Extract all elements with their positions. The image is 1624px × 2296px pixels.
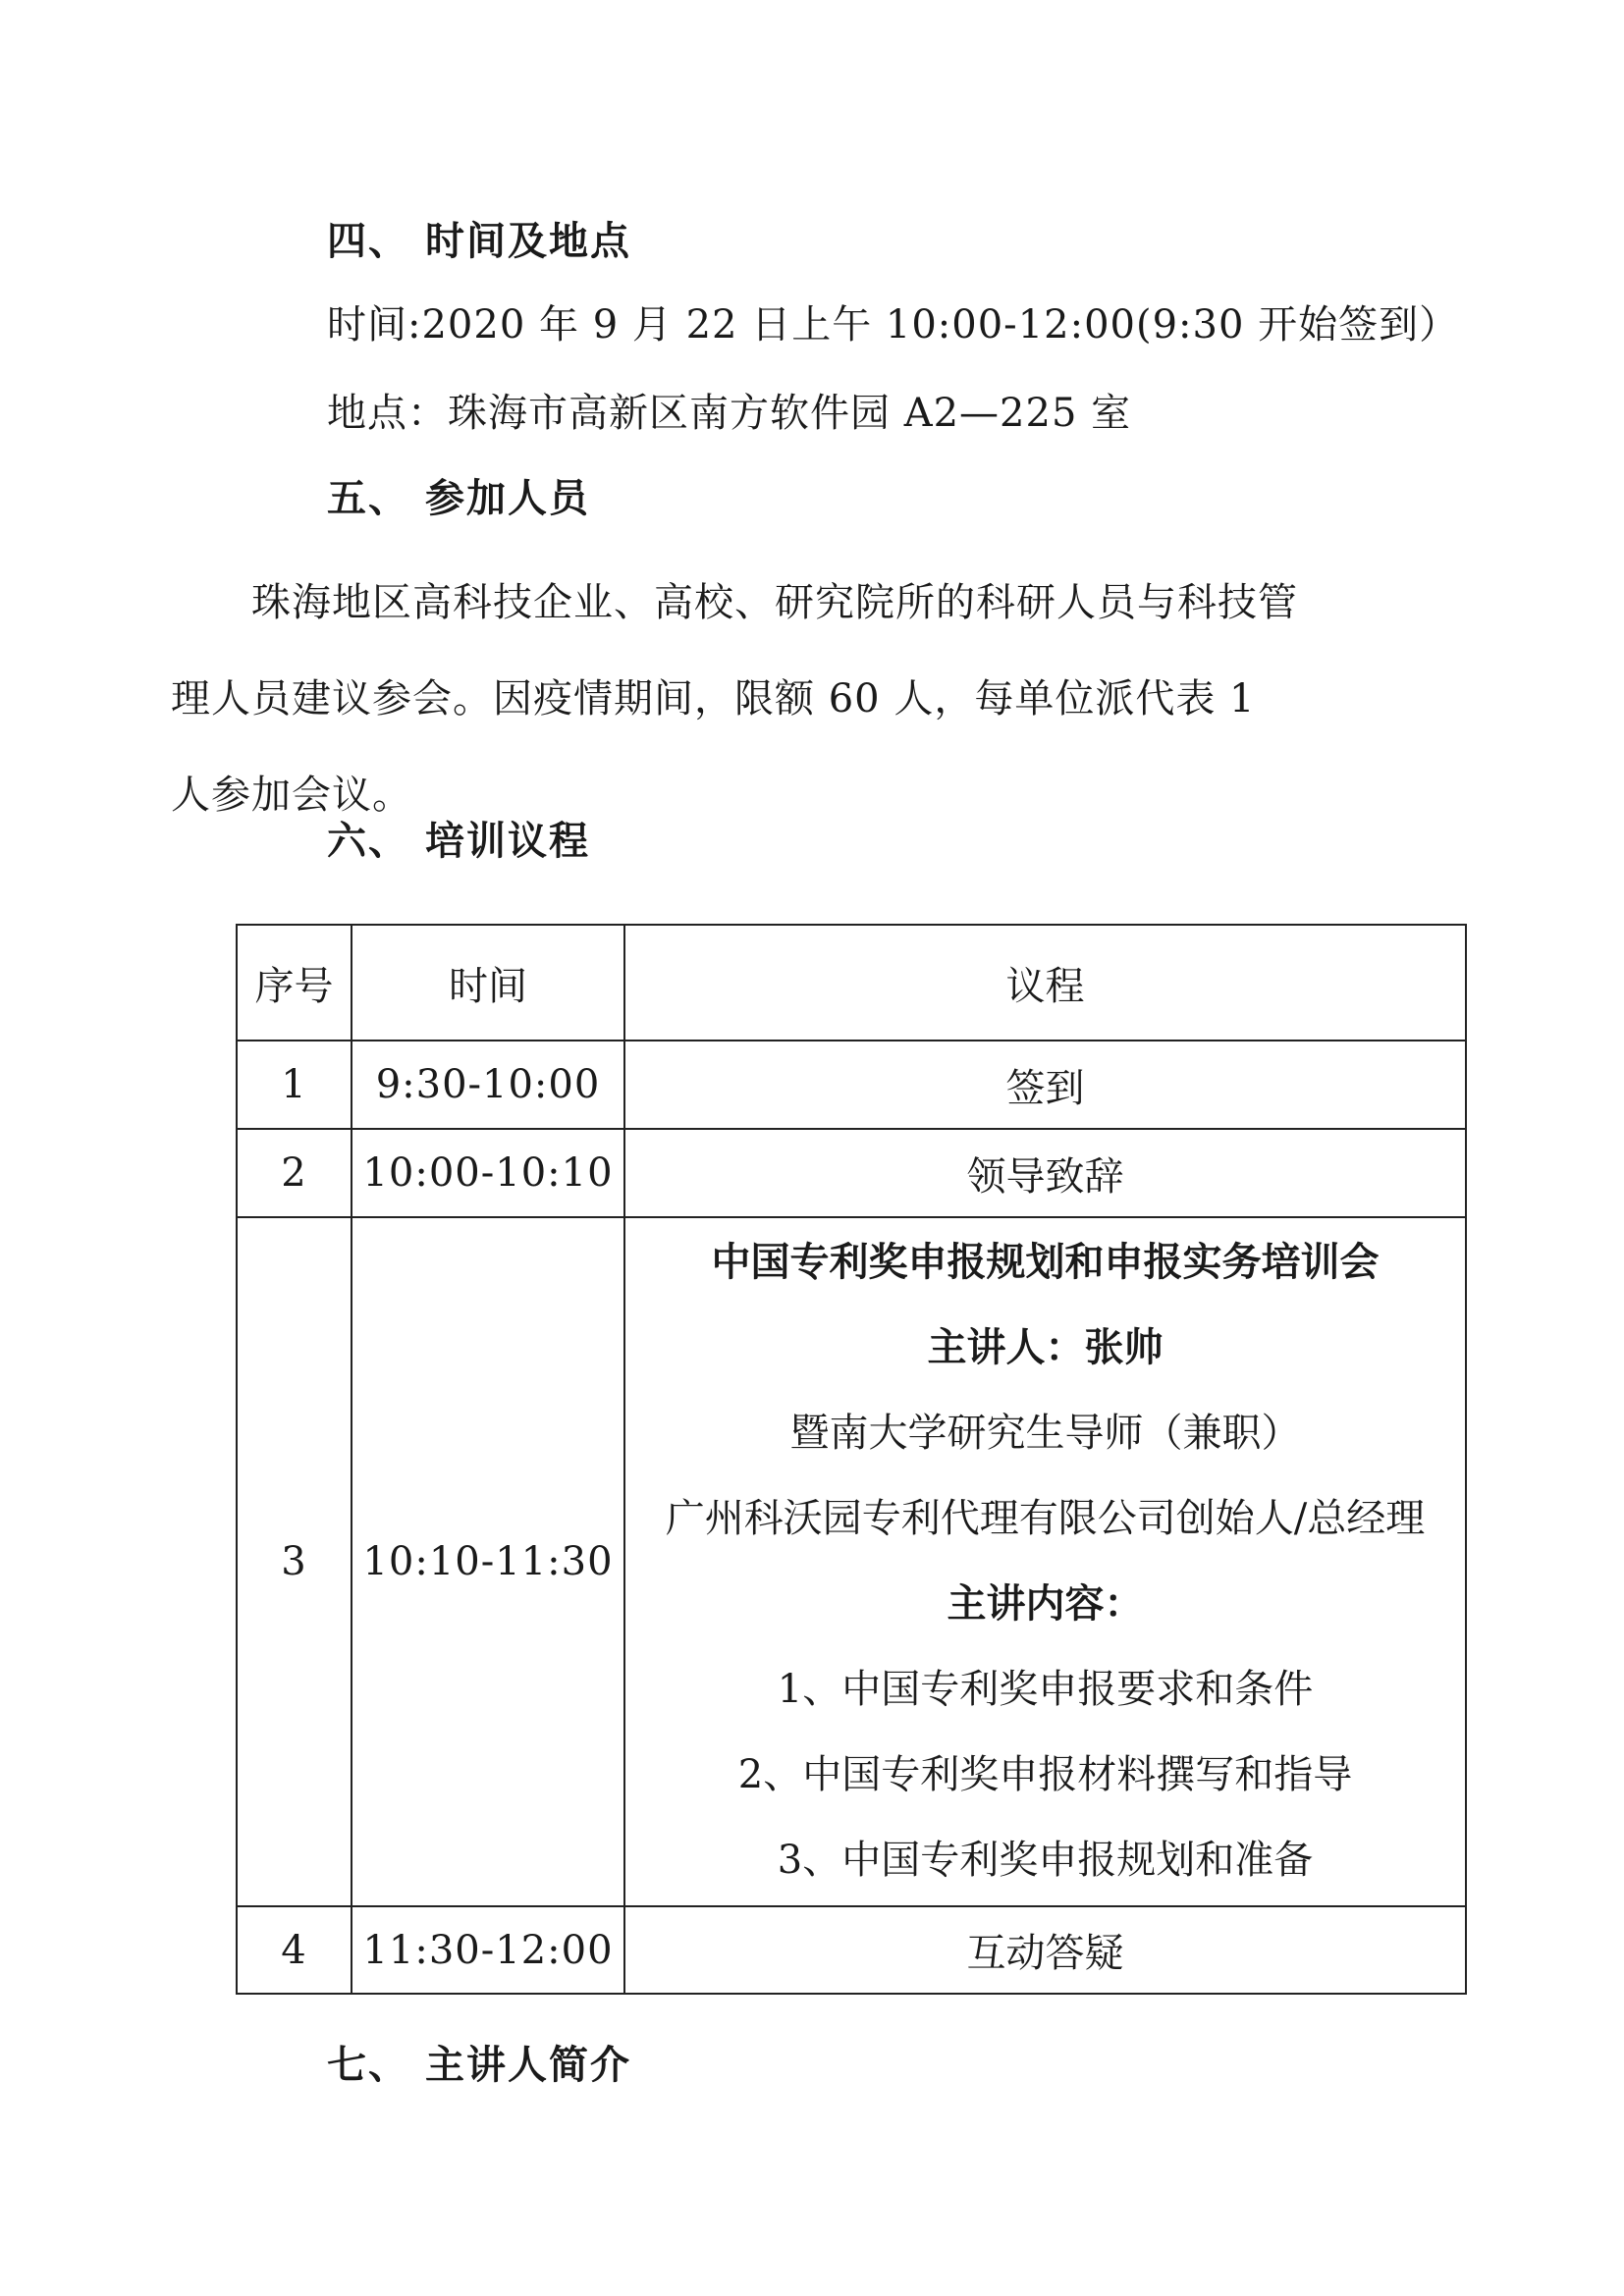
row-item: 互动答疑 <box>624 1906 1466 1994</box>
row-time: 10:00-10:10 <box>352 1129 624 1217</box>
header-agenda: 议程 <box>624 925 1466 1041</box>
topic-3: 3、中国专利奖申报规划和准备 <box>777 1838 1314 1883</box>
agenda-table <box>236 924 1467 1995</box>
section-5-title: 参加人员 <box>425 476 590 521</box>
section-7-heading <box>327 2042 631 2089</box>
section-6-number: 六、 <box>327 819 409 864</box>
topic-2: 2、中国专利奖申报材料撰写和指导 <box>737 1752 1353 1797</box>
section-5-number: 五、 <box>327 476 409 521</box>
section-4-heading <box>327 218 631 265</box>
participants-paragraph: 珠海地区高科技企业、高校、研究院所的科研人员与科技管理人员建议参会。因疫情期间，限额 60 人，每单位派代表 1 人参加会议。 <box>171 580 1298 818</box>
session-cell <box>624 1217 1466 1906</box>
session-speaker: 主讲人：张帅 <box>927 1325 1164 1370</box>
session-details <box>625 1220 1465 1903</box>
row-time: 10:10-11:30 <box>352 1217 624 1906</box>
table-row <box>237 1041 1466 1129</box>
section-6-title: 培训议程 <box>425 819 590 864</box>
table-header-row <box>237 925 1466 1041</box>
header-time: 时间 <box>352 925 624 1041</box>
row-time: 9:30-10:00 <box>352 1041 624 1129</box>
speaker-role-1: 暨南大学研究生导师（兼职） <box>789 1411 1301 1456</box>
row-item: 领导致辞 <box>624 1129 1466 1217</box>
table-row <box>237 1906 1466 1994</box>
row-no: 2 <box>237 1129 352 1217</box>
row-item: 签到 <box>624 1041 1466 1129</box>
speaker-role-2: 广州科沃园专利代理有限公司创始人/总经理 <box>665 1496 1426 1541</box>
time-line: 时间:2020 年 9 月 22 日上午 10:00-12:00(9:30 开始签到） <box>327 302 1460 347</box>
section-4-title: 时间及地点 <box>425 219 631 264</box>
row-time: 11:30-12:00 <box>352 1906 624 1994</box>
section-7-title: 主讲人简介 <box>425 2043 631 2088</box>
row-no: 3 <box>237 1217 352 1906</box>
section-7-number: 七、 <box>327 2043 409 2088</box>
row-no: 4 <box>237 1906 352 1994</box>
content-label: 主讲内容： <box>947 1581 1144 1627</box>
row-no: 1 <box>237 1041 352 1129</box>
section-4-number: 四、 <box>327 219 409 264</box>
table-row <box>237 1129 1466 1217</box>
place-line: 地点：珠海市高新区南方软件园 A2—225 室 <box>327 391 1132 436</box>
section-6-heading <box>327 818 590 865</box>
section-5-heading <box>327 475 590 522</box>
header-no: 序号 <box>237 925 352 1041</box>
session-title: 中国专利奖申报规划和申报实务培训会 <box>711 1240 1380 1285</box>
topic-1: 1、中国专利奖申报要求和条件 <box>777 1667 1314 1712</box>
table-row <box>237 1217 1466 1906</box>
